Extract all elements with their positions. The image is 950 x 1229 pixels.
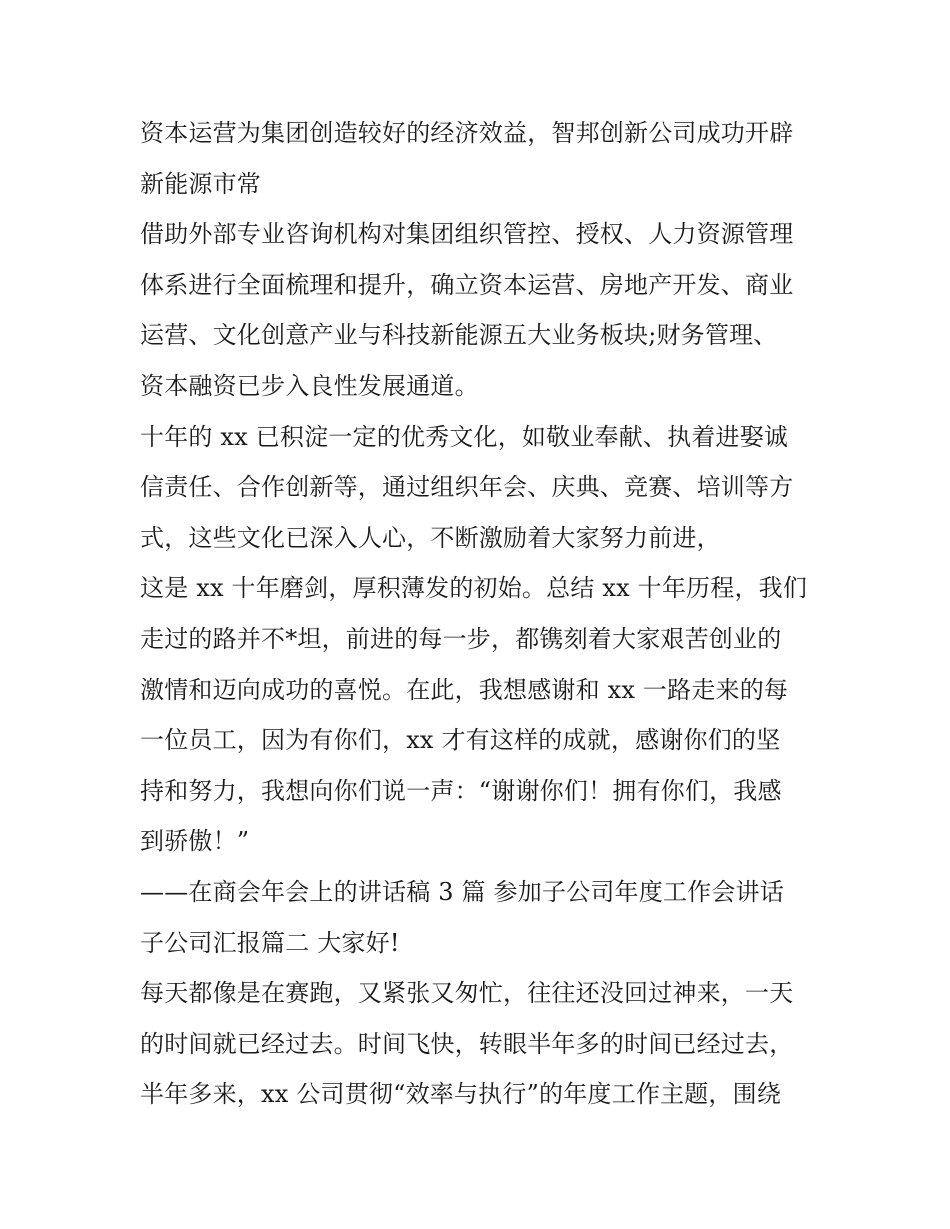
text-line: 半年多来，xx 公司贯彻“效率与执行”的年度工作主题，围绕 [140,1080,782,1109]
text-line: 持和努力，我想向你们说一声：“谢谢你们！拥有你们，我感 [140,776,782,805]
text-line: 式，这些文化已深入人心，不断激励着大家努力前进， [140,523,721,552]
text-line: 到骄傲！” [140,827,250,856]
text-line: 子公司汇报篇二 大家好! [140,928,400,957]
text-line: ——在商会年会上的讲话稿 3 篇 参加子公司年度工作会讲话 [140,877,784,906]
text-line: 走过的路并不*坦，前进的每一步，都镌刻着大家艰苦创业的 [140,624,782,653]
text-line: 的时间就已经过去。时间飞快，转眼半年多的时间已经过去， [140,1029,794,1058]
text-line: 资本运营为集团创造较好的经济效益，智邦创新公司成功开辟 [140,119,794,147]
text-line: 激情和迈向成功的喜悦。在此，我想感谢和 xx 一路走来的每 [140,675,789,704]
document-body [140,108,830,1120]
text-line: 信责任、合作创新等，通过组织年会、庆典、竞赛、培训等方 [140,473,794,502]
text-line: 新能源市常 [140,169,261,198]
text-line: 体系进行全面梳理和提升，确立资本运营、房地产开发、商业 [140,270,794,299]
text-line: 十年的 xx 已积淀一定的优秀文化，如敬业奉献、执着进娶诚 [140,422,789,451]
text-line: 借助外部专业咨询机构对集团组织管控、授权、人力资源管理 [140,220,794,249]
text-line: 一位员工，因为有你们，xx 才有这样的成就，感谢你们的坚 [140,726,781,755]
text-line: 这是 xx 十年磨剑，厚积薄发的初始。总结 xx 十年历程，我们 [140,574,808,603]
text-line: 运营、文化创意产业与科技新能源五大业务板块;财务管理、 [140,321,778,350]
text-line: 每天都像是在赛跑，又紧张又匆忙，往往还没回过神来，一天 [140,979,794,1008]
text-line: 资本融资已步入良性发展通道。 [140,371,479,400]
